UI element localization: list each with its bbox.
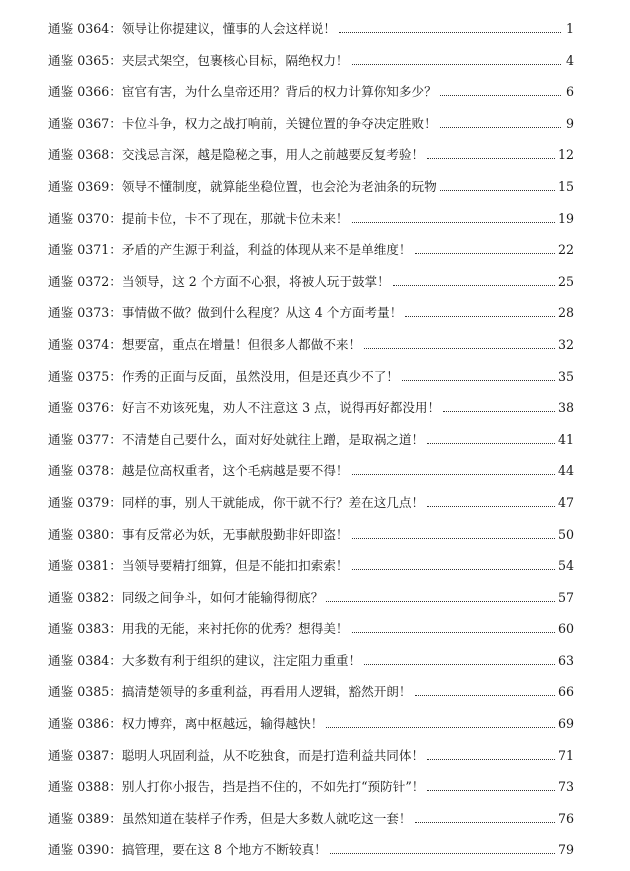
toc-entry[interactable] (48, 424, 574, 456)
toc-entry[interactable] (48, 803, 574, 835)
toc-dot-leader (326, 600, 555, 602)
toc-page-number: 9 (565, 115, 574, 131)
toc-page-number: 47 (557, 494, 574, 510)
toc-page-number: 50 (557, 526, 574, 542)
toc-page-number: 60 (557, 621, 574, 637)
toc-entry[interactable] (48, 676, 574, 708)
toc-entry[interactable] (48, 234, 574, 266)
toc-entry[interactable] (48, 13, 574, 45)
toc-entry[interactable] (48, 108, 574, 140)
toc-page-number: 71 (557, 747, 574, 763)
toc-entry[interactable] (48, 740, 574, 772)
toc-dot-leader (427, 442, 555, 444)
toc-entry[interactable] (48, 45, 574, 77)
toc-entry[interactable] (48, 771, 574, 803)
toc-page-number: 22 (557, 242, 574, 258)
toc-dot-leader (352, 568, 555, 570)
toc-entry-title: 通鉴 0388：别人打你小报告，挡是挡不住的，不如先打“预防针”！ (48, 779, 425, 795)
toc-entry-title: 通鉴 0369：领导不懂制度，就算能坐稳位置，也会沦为老油条的玩物 (48, 178, 437, 194)
toc-entry-title: 通鉴 0377：不清楚自己要什么，面对好处就往上蹭，是取祸之道！ (48, 431, 425, 447)
toc-dot-leader (352, 537, 555, 539)
toc-page-number: 4 (565, 52, 574, 68)
toc-dot-leader (440, 126, 561, 128)
toc-dot-leader (339, 31, 561, 33)
toc-entry-title: 通鉴 0368：交浅忌言深，越是隐秘之事，用人之前越要反复考验！ (48, 147, 425, 163)
toc-entry-title: 通鉴 0373：事情做不做？做到什么程度？从这 4 个方面考量！ (48, 305, 403, 321)
toc-entry-title: 通鉴 0365：夹层式架空，包裹核心目标，隔绝权力！ (48, 52, 349, 68)
toc-dot-leader (364, 347, 555, 349)
toc-page-number: 6 (565, 84, 574, 100)
toc-entry[interactable] (48, 582, 574, 614)
toc-dot-leader (427, 758, 555, 760)
toc-entry-title: 通鉴 0378：越是位高权重者，这个毛病越是要不得！ (48, 463, 349, 479)
toc-entry-title: 通鉴 0380：事有反常必为妖，无事献殷勤非奸即盗！ (48, 526, 349, 542)
toc-entry-title: 通鉴 0376：好言不劝该死鬼，劝人不注意这 3 点，说得再好都没用！ (48, 400, 441, 416)
toc-entry[interactable] (48, 392, 574, 424)
toc-entry[interactable] (48, 297, 574, 329)
toc-entry-title: 通鉴 0379：同样的事，别人干就能成，你干就不行？差在这几点！ (48, 494, 425, 510)
toc-page-number: 12 (557, 147, 574, 163)
toc-dot-leader (405, 315, 555, 317)
toc-entry[interactable] (48, 645, 574, 677)
toc-page-number: 38 (557, 400, 574, 416)
toc-dot-leader (326, 726, 555, 728)
toc-entry[interactable] (48, 455, 574, 487)
toc-page-number: 57 (557, 589, 574, 605)
toc-entry[interactable] (48, 266, 574, 298)
toc-page-number: 79 (557, 842, 574, 858)
toc-entry-title: 通鉴 0372：当领导，这 2 个方面不心狠，将被人玩于鼓掌！ (48, 273, 390, 289)
toc-entry[interactable] (48, 550, 574, 582)
toc-entry[interactable] (48, 171, 574, 203)
toc-entry[interactable] (48, 708, 574, 740)
toc-entry-title: 通鉴 0375：作秀的正面与反面，虽然没用，但是还真少不了！ (48, 368, 399, 384)
toc-dot-leader (402, 379, 555, 381)
toc-entry-title: 通鉴 0366：宦官有害，为什么皇帝还用？背后的权力计算你知多少？ (48, 84, 437, 100)
toc-page-number: 35 (557, 368, 574, 384)
toc-entry-title: 通鉴 0364：领导让你提建议，懂事的人会这样说！ (48, 21, 336, 36)
toc-entry-title: 通鉴 0385：搞清楚领导的多重利益，再看用人逻辑，豁然开朗！ (48, 684, 412, 700)
toc-page-number: 69 (557, 716, 574, 732)
toc-dot-leader (352, 631, 555, 633)
toc-page-number: 73 (557, 779, 574, 795)
table-of-contents (48, 13, 574, 866)
toc-dot-leader (427, 157, 555, 159)
toc-entry-title: 通鉴 0384：大多数有利于组织的建议，注定阻力重重！ (48, 652, 362, 668)
toc-page-number: 76 (557, 810, 574, 826)
toc-dot-leader (440, 94, 561, 96)
toc-dot-leader (393, 284, 555, 286)
toc-dot-leader (352, 63, 561, 65)
toc-page-number: 44 (557, 463, 574, 479)
toc-page-number: 54 (557, 558, 574, 574)
toc-entry[interactable] (48, 834, 574, 866)
toc-entry-title: 通鉴 0383：用我的无能，来衬托你的优秀？想得美！ (48, 621, 349, 637)
toc-entry-title: 通鉴 0371：矛盾的产生源于利益，利益的体现从来不是单维度！ (48, 242, 412, 258)
toc-dot-leader (352, 473, 555, 475)
toc-dot-leader (364, 663, 555, 665)
toc-page-number: 32 (557, 336, 574, 352)
toc-entry[interactable] (48, 361, 574, 393)
toc-entry[interactable] (48, 519, 574, 551)
toc-page-number: 66 (557, 684, 574, 700)
toc-entry-title: 通鉴 0389：虽然知道在装样子作秀，但是大多数人就吃这一套！ (48, 810, 412, 826)
toc-dot-leader (443, 410, 555, 412)
toc-page-number: 19 (557, 210, 574, 226)
toc-entry-title: 通鉴 0390：搞管理，要在这 8 个地方不断较真！ (48, 842, 327, 858)
toc-page-number: 15 (557, 178, 574, 194)
toc-dot-leader (352, 221, 555, 223)
toc-entry[interactable] (48, 329, 574, 361)
toc-dot-leader (427, 789, 555, 791)
toc-dot-leader (415, 252, 555, 254)
toc-dot-leader (415, 821, 555, 823)
toc-entry-title: 通鉴 0382：同级之间争斗，如何才能输得彻底？ (48, 589, 324, 605)
toc-page-number: 1 (565, 21, 574, 36)
toc-entry-title: 通鉴 0386：权力博弈，离中枢越远，输得越快！ (48, 716, 324, 732)
toc-entry[interactable] (48, 203, 574, 235)
toc-entry[interactable] (48, 487, 574, 519)
toc-entry-title: 通鉴 0387：聪明人巩固利益，从不吃独食，而是打造利益共同体！ (48, 747, 425, 763)
toc-dot-leader (427, 505, 555, 507)
toc-entry-title: 通鉴 0374：想要富，重点在增量！但很多人都做不来！ (48, 336, 362, 352)
toc-page-number: 41 (557, 431, 574, 447)
toc-dot-leader (330, 852, 555, 854)
toc-entry[interactable] (48, 76, 574, 108)
toc-entry-title: 通鉴 0381：当领导要精打细算，但是不能扣扣索索！ (48, 558, 349, 574)
toc-entry[interactable] (48, 613, 574, 645)
toc-page-number: 25 (557, 273, 574, 289)
toc-entry-title: 通鉴 0370：提前卡位，卡不了现在，那就卡位未来！ (48, 210, 349, 226)
toc-dot-leader (415, 694, 555, 696)
toc-entry[interactable] (48, 139, 574, 171)
toc-entry-title: 通鉴 0367：卡位斗争，权力之战打响前，关键位置的争夺决定胜败！ (48, 115, 437, 131)
toc-page-number: 28 (557, 305, 574, 321)
toc-dot-leader (440, 189, 555, 191)
toc-page-number: 63 (557, 652, 574, 668)
